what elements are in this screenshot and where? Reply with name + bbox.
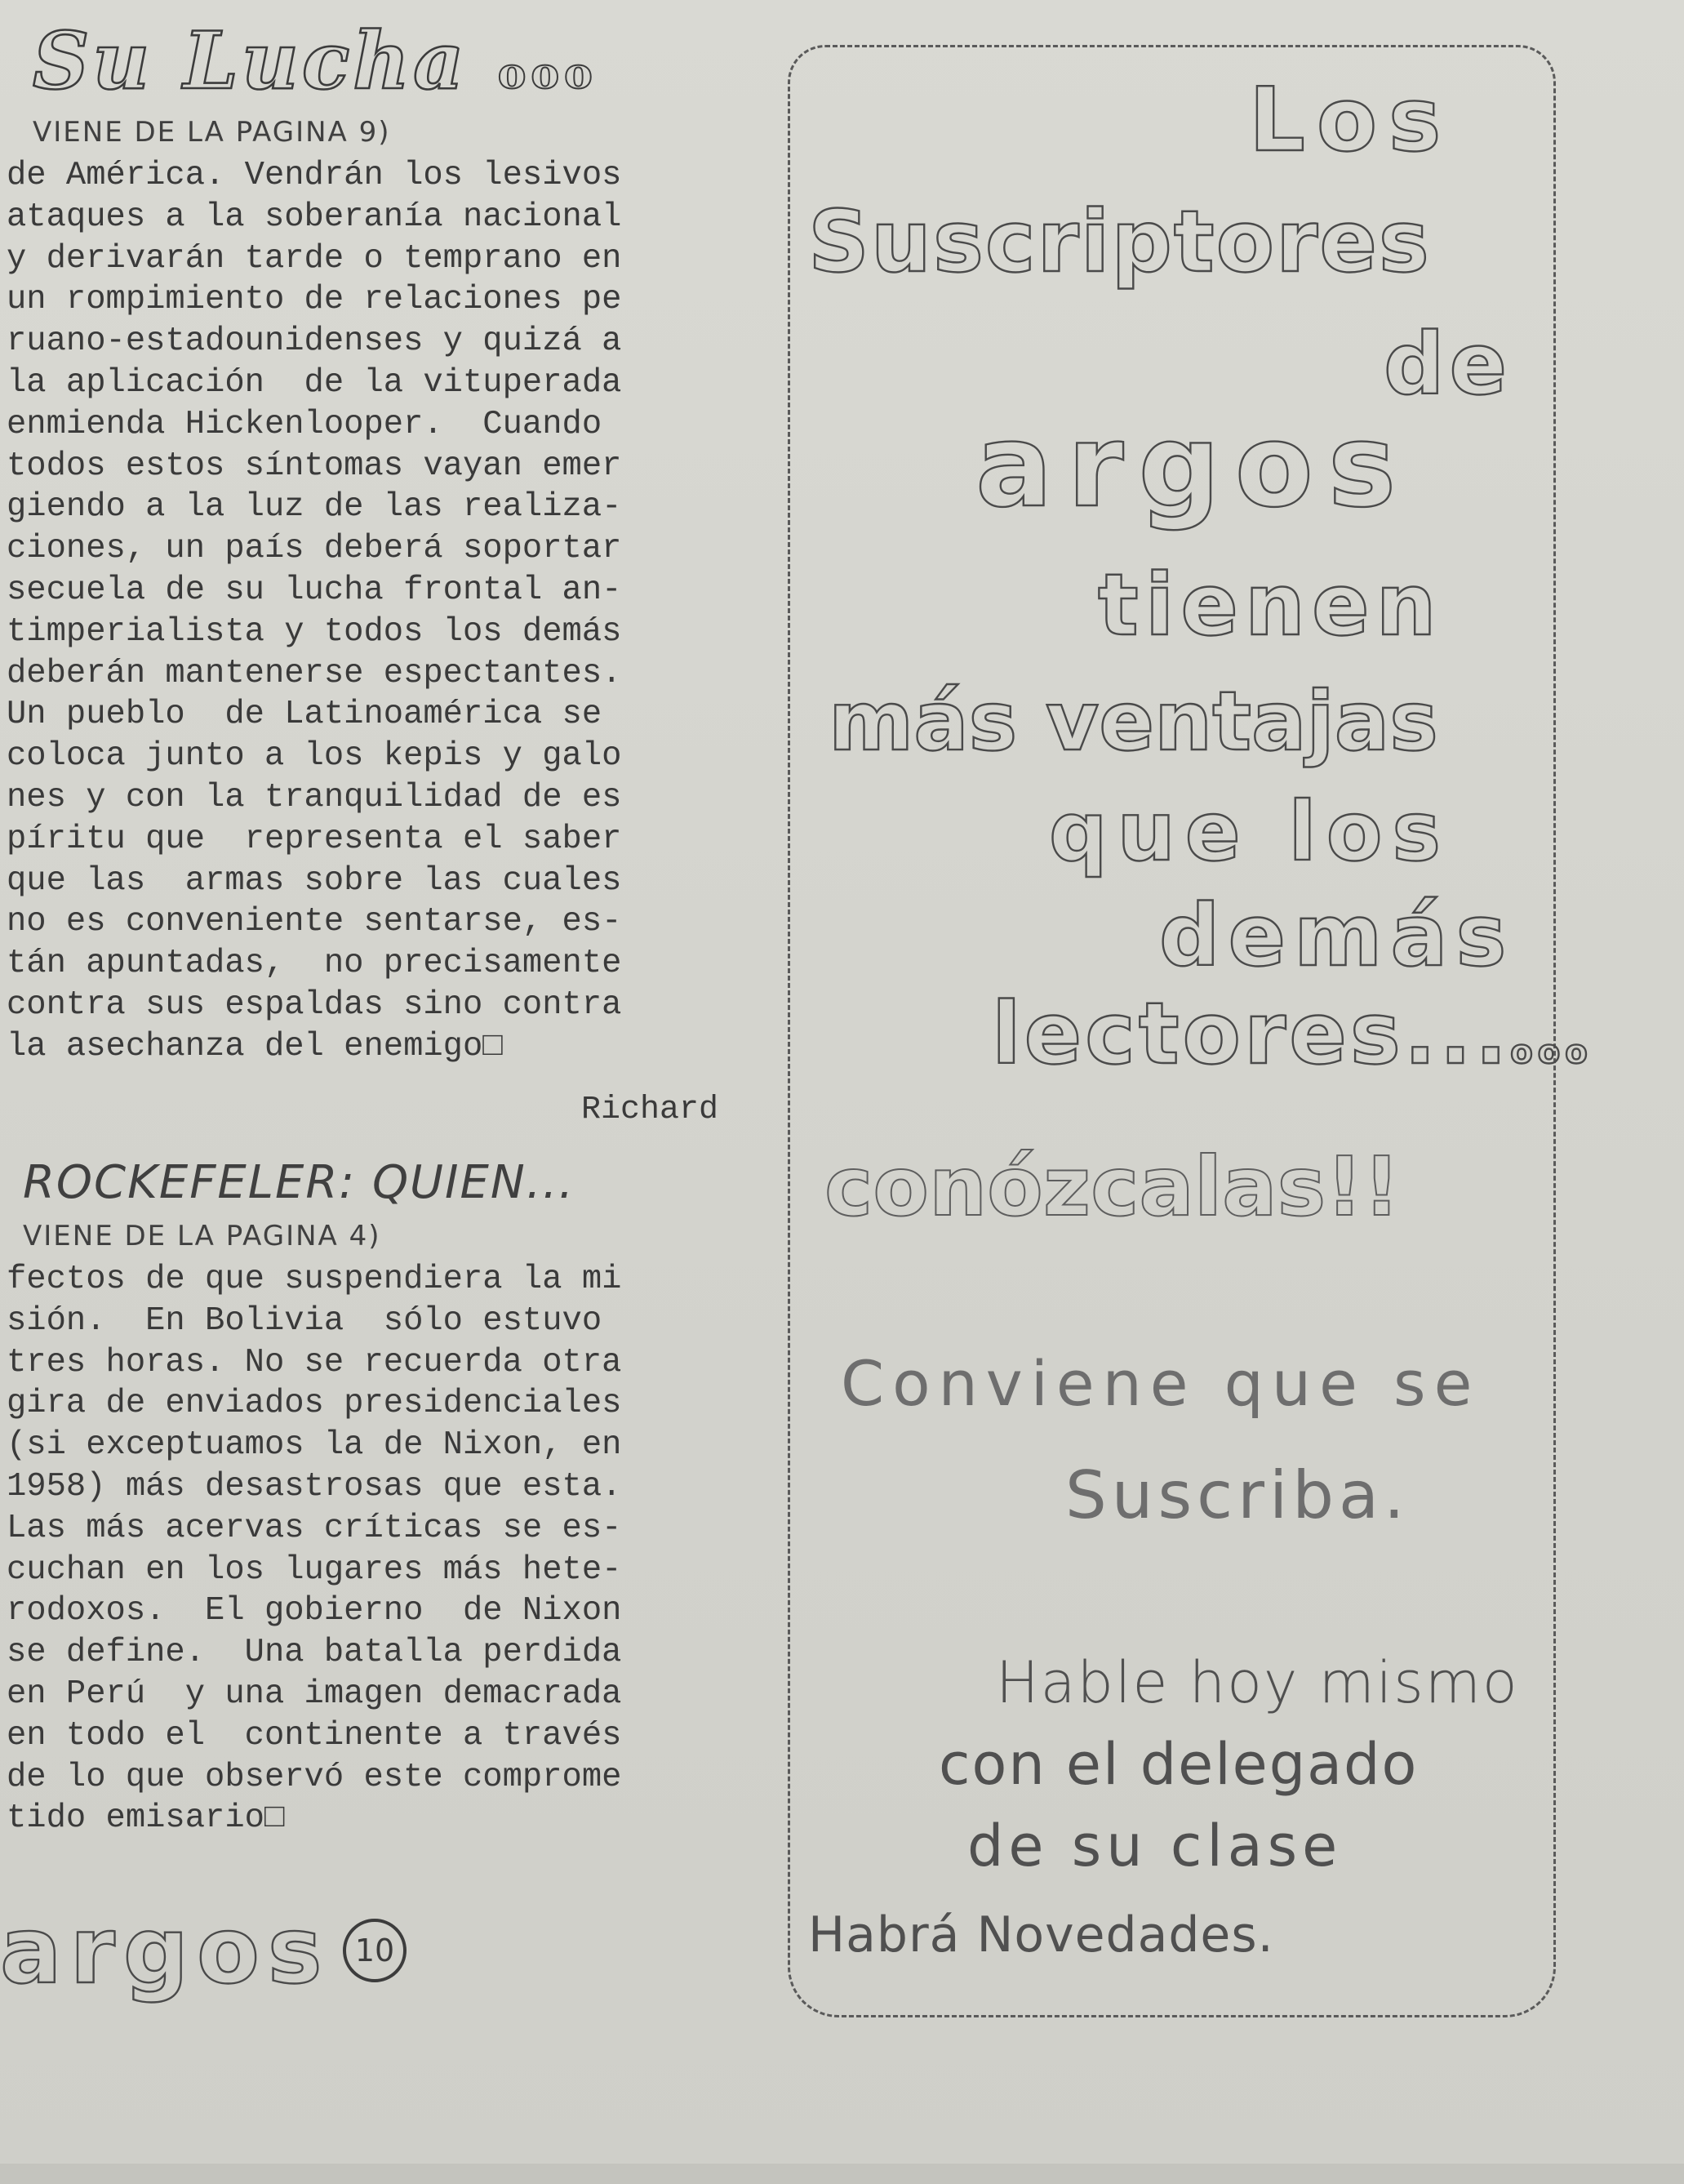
text-line: cuchan en los lugares más hete- bbox=[7, 1550, 622, 1589]
page-number-badge: 10 bbox=[343, 1919, 407, 1982]
ad-line-clase: de su clase bbox=[967, 1813, 1343, 1879]
text-line: tres horas. No se recuerda otra bbox=[7, 1343, 622, 1381]
text-line: timperialista y todos los demás bbox=[7, 612, 622, 651]
text-line: en Perú y una imagen demacrada bbox=[7, 1675, 622, 1713]
text-line: enmienda Hickenlooper. Cuando bbox=[7, 405, 602, 443]
continuation-note-2: VIENE DE LA PAGINA 4) bbox=[23, 1220, 381, 1252]
ad-line-delegado: con el delegado bbox=[939, 1731, 1419, 1798]
text-line: todos estos síntomas vayan emer bbox=[7, 447, 622, 485]
ad-line-suscriba: Suscriba. bbox=[1065, 1457, 1410, 1533]
ad-line-los: Los bbox=[1249, 69, 1453, 171]
text-line: Un pueblo de Latinoamérica se bbox=[7, 696, 602, 734]
article-title-rockefeler: ROCKEFELER: QUIEN... bbox=[23, 1156, 575, 1209]
text-line: 1958) más desastrosas que esta. bbox=[7, 1467, 622, 1506]
text-line: gira de enviados presidenciales bbox=[7, 1385, 622, 1423]
ad-line-suscriptores: Suscriptores bbox=[808, 192, 1431, 291]
ad-line-argos: argos bbox=[975, 400, 1411, 533]
text-line: un rompimiento de relaciones pe bbox=[7, 281, 622, 319]
text-line: giendo a la luz de las realiza- bbox=[7, 488, 622, 527]
ad-line-hable: Hable hoy mismo bbox=[996, 1649, 1519, 1716]
text-line: la aplicación de la vituperada bbox=[7, 363, 622, 402]
text-line: Las más acervas críticas se es- bbox=[7, 1509, 622, 1547]
text-line: nes y con la tranquilidad de es bbox=[7, 778, 622, 816]
continuation-note-1: VIENE DE LA PAGINA 9) bbox=[33, 116, 391, 149]
article-1-body bbox=[7, 155, 621, 1068]
ad-line-lectores-text: lectores... bbox=[992, 984, 1511, 1083]
argos-logo-footer: argos bbox=[0, 1898, 331, 2004]
text-line: que las armas sobre las cuales bbox=[7, 861, 622, 900]
ad-line-que-los: que los bbox=[1049, 784, 1451, 879]
text-line: ciones, un país deberá soportar bbox=[7, 530, 622, 568]
text-line: coloca junto a los kepis y galo bbox=[7, 737, 622, 776]
text-line: en todo el continente a través bbox=[7, 1716, 622, 1755]
text-line: (si exceptuamos la de Nixon, en bbox=[7, 1426, 622, 1465]
article-2-body bbox=[7, 1259, 621, 1839]
text-line: tán apuntadas, no precisamente bbox=[7, 945, 622, 983]
text-line: píritu que representa el saber bbox=[7, 820, 622, 858]
text-line: deberán mantenerse espectantes. bbox=[7, 654, 622, 692]
ad-line-lectores-dots: ooo bbox=[1510, 1034, 1593, 1071]
text-line: contra sus espaldas sino contra bbox=[7, 985, 622, 1024]
ad-line-lectores bbox=[992, 984, 1593, 1083]
text-line: ruano-estadounidenses y quizá a bbox=[7, 322, 622, 361]
ad-line-novedades: Habrá Novedades. bbox=[808, 1906, 1274, 1964]
text-line: fectos de que suspendiera la mi bbox=[7, 1261, 622, 1298]
text-line: secuela de su lucha frontal an- bbox=[7, 571, 622, 609]
ad-line-de: de bbox=[1384, 314, 1512, 414]
text-line: de lo que observó este comprome bbox=[7, 1758, 622, 1796]
text-line: la asechanza del enemigo□ bbox=[7, 1027, 503, 1065]
text-line: se define. Una batalla perdida bbox=[7, 1634, 622, 1672]
author-signature: Richard bbox=[581, 1092, 719, 1128]
ad-line-tienen: tienen bbox=[1098, 555, 1443, 655]
text-line: no es conveniente sentarse, es- bbox=[7, 903, 622, 941]
page-bottom-edge bbox=[0, 2164, 1684, 2184]
text-line: rodoxos. El gobierno de Nixon bbox=[7, 1592, 622, 1630]
text-line: ataques a la soberanía nacional bbox=[7, 198, 622, 236]
ad-line-conozcalas: conózcalas!! bbox=[824, 1139, 1401, 1234]
article-title-text: Su Lucha bbox=[33, 15, 468, 107]
title-dots: ooo bbox=[497, 49, 598, 99]
text-line: sión. En Bolivia sólo estuvo bbox=[7, 1301, 602, 1340]
ad-line-conviene: Conviene que se bbox=[841, 1347, 1481, 1420]
text-line: y derivarán tarde o temprano en bbox=[7, 239, 622, 278]
article-title-su-lucha bbox=[33, 16, 598, 119]
ad-line-mas-ventajas: más ventajas bbox=[829, 674, 1438, 769]
ad-line-demas: demás bbox=[1159, 886, 1515, 985]
text-line: de América. Vendrán los lesivos bbox=[7, 157, 622, 194]
text-line: tido emisario□ bbox=[7, 1799, 285, 1838]
